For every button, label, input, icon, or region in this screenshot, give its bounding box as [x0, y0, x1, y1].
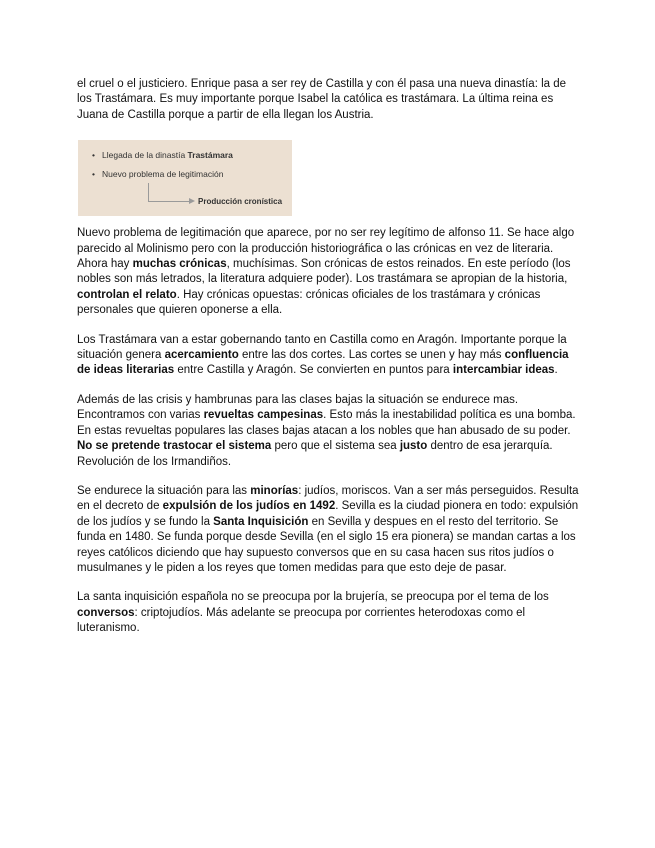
- paragraph-trastamara-dynasty: el cruel o el justiciero. Enrique pasa a ser rey de Castilla y con él pasa una nueva dinastía: la de los Trastámara. Es muy importante porque Isabel la católica es trastámara. La última reina es Juana de Castilla porque a partir de ella llegan los Austria.: [77, 78, 567, 121]
- bullet-dot-icon: •: [92, 169, 95, 180]
- paragraph-castilla-aragon: Los Trastámara van a estar gobernando tanto en Castilla como en Aragón. Importante porque la situación genera acercamiento entre las dos cortes. Las cortes se unen y hay más confluencia de ideas literarias entre Castilla y Aragón. Se convierten en puntos para intercambiar ideas.: [77, 333, 569, 377]
- slide-label: Producción cronística: [198, 197, 283, 207]
- slide-bullet-2: • Nuevo problema de legitimación: [92, 169, 224, 180]
- arrow-right-icon: [189, 198, 195, 204]
- slide-image: [78, 140, 292, 216]
- paragraph-minorias: Se endurece la situación para las minorías: judíos, moriscos. Van a ser más perseguidos. Resulta en el decreto de expulsión de los judíos en 1492. Sevilla es la ciudad pionera en todo: expulsión de los judíos y se fundo la Santa Inquisición en Sevilla y despues en el resto del territorio. Se funda en 1480. Se funda porque desde Sevilla (en el siglo 15 era pionera) se mandan cartas a los reyes católicos diciendo que hay supuesto conversos que en su casa hacen sus ritos judíos o musulmanes y le piden a los reyes que tomen medidas para que esto deje de pasar.: [77, 484, 579, 574]
- arrow-line-horizontal: [148, 201, 190, 202]
- bullet-dot-icon: •: [92, 150, 95, 161]
- paragraph-revueltas: Además de las crisis y hambrunas para las clases bajas la situación se endurece mas. Encontramos con varias revueltas campesinas. Esto más la inestabilidad política es una bomba. En estas revueltas populares las clases bajas atacan a los nobles que han abusado de su poder. No se pretende trastocar el sistema pero que el sistema sea justo dentro de esa jerarquía. Revolución de los Irmandiños.: [77, 393, 576, 468]
- arrow-line-vertical: [148, 183, 149, 201]
- slide-bullet-1: • Llegada de la dinastía Trastámara: [92, 150, 233, 161]
- paragraph-inquisicion: La santa inquisición española no se preocupa por la brujería, se preocupa por el tema de los conversos: criptojudíos. Más adelante se preocupa por corrientes heterodoxas como el luteranismo.: [77, 591, 549, 635]
- document-page: [77, 77, 582, 651]
- paragraph-legitimacy: Nuevo problema de legitimación que aparece, por no ser rey legítimo de alfonso 11. Se hace algo parecido al Molinismo pero con la producción historiográfica o las crónicas en vez de literaria. Ahora hay muchas crónicas, muchísimas. Son crónicas de estos reinados. En este período (los nobles son más letrados, la literatura adquiere poder). Los trastámara se apropian de la historia, controlan el relato. Hay crónicas opuestas: crónicas oficiales de los trastámara y crónicas personales que quieren oponerse a ella.: [77, 227, 575, 317]
